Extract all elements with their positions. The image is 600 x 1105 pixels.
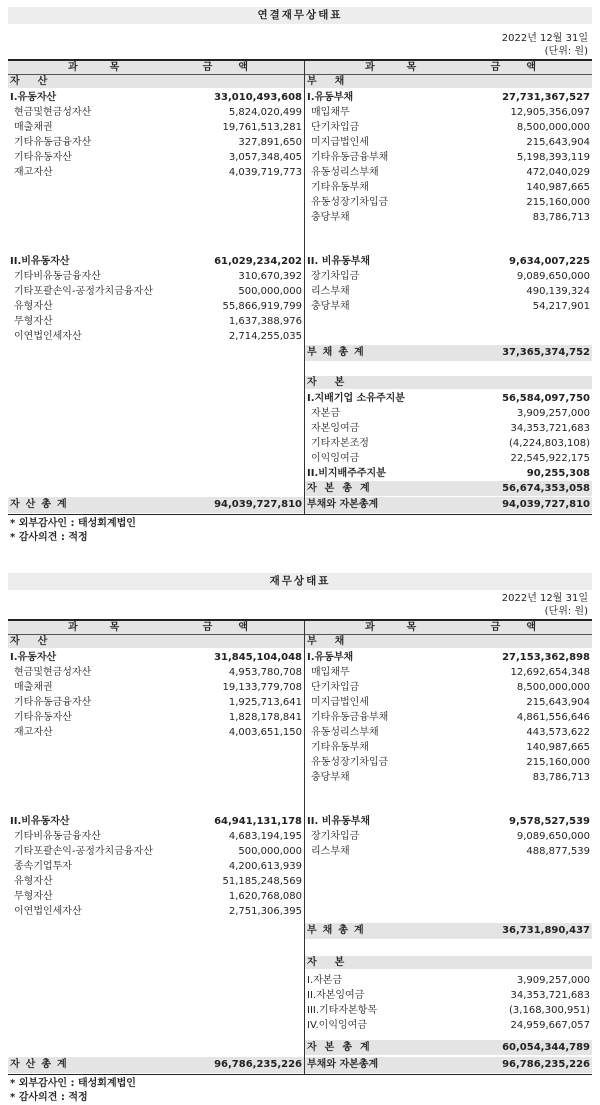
list-item: 종속기업투자 4,200,613,939 [14,861,302,872]
opinion-note: * 감사의견 : 적정 [10,1092,88,1103]
total-liabilities-row: 부채총계 37,365,374,752 [305,345,592,361]
list-item: 이연법인세자산 2,714,255,035 [14,331,302,342]
list-item: 기타유동금융자산 327,891,650 [14,137,302,148]
list-item: 기타비유동금융자산 310,670,392 [14,271,302,282]
list-item: 충당부채 83,786,713 [311,212,590,223]
current-liabilities-row: I.유동부채 27,731,367,527 [307,92,590,103]
total-liab-equity-row: 부채와 자본총계 94,039,727,810 [305,497,592,513]
list-item: 유형자산 55,866,919,799 [14,301,302,312]
list-item: 기타유동자산 1,828,178,841 [14,712,302,723]
list-item: 무형자산 1,637,388,976 [14,316,302,327]
list-item: 매출채권 19,133,779,708 [14,682,302,693]
statement-title: 재무상태표 [8,573,592,590]
noncurrent-liabilities-row: II. 비유동부채 9,634,007,225 [307,256,590,267]
current-assets-row: I.유동자산 31,845,104,048 [10,652,302,663]
statement-unit: (단위: 원) [544,46,588,57]
assets-heading: 자산 [8,635,304,648]
list-item: 기타유동자산 3,057,348,405 [14,152,302,163]
auditor-note: * 외부감사인 : 태성회계법인 [10,1078,136,1089]
list-item: 유동성장기차입금 215,160,000 [311,757,590,768]
assets-heading: 자산 [8,75,304,88]
list-item: 매출채권 19,761,513,281 [14,122,302,133]
list-item: II.자본잉여금 34,353,721,683 [307,990,590,1001]
total-liab-equity-row: 부채와 자본총계 96,786,235,226 [305,1057,592,1073]
list-item: 자본잉여금 34,353,721,683 [311,423,590,434]
total-assets-row: 자산총계 96,786,235,226 [8,1057,304,1073]
balance-table [8,59,592,515]
total-assets-row: 자산총계 94,039,727,810 [8,497,304,513]
liabilities-heading: 부채 [305,75,592,88]
list-item: 자본금 3,909,257,000 [311,408,590,419]
total-equity-row: 자본총계 60,054,344,789 [307,1042,590,1053]
list-item: 기타유동부채 140,987,665 [311,182,590,193]
total-liabilities-row: 부채총계 36,731,890,437 [305,923,592,939]
liabilities-column [305,61,592,514]
list-item: 이익잉여금 22,545,922,175 [311,453,590,464]
column-header: 과목 금액 [305,621,592,635]
equity-heading: 자본 [305,956,592,969]
separate-statement [8,573,592,1105]
list-item: 리스부채 490,139,324 [311,286,590,297]
column-header: 과목 금액 [305,61,592,75]
assets-column [8,61,305,514]
list-item: 유동성리스부채 443,573,622 [311,727,590,738]
noncontrolling-row: II.비지배주주지분 90,255,308 [307,468,590,479]
list-item: 무형자산 1,620,768,080 [14,891,302,902]
list-item: III.기타자본항목 (3,168,300,951) [307,1005,590,1016]
list-item: I.자본금 3,909,257,000 [307,975,590,986]
list-item: 현금및현금성자산 4,953,780,708 [14,667,302,678]
list-item: 유형자산 51,185,248,569 [14,876,302,887]
statement-title: 연결재무상태표 [8,7,592,24]
assets-column [8,621,305,1074]
liabilities-column [305,621,592,1074]
balance-table [8,619,592,1075]
statement-unit: (단위: 원) [544,606,588,617]
list-item: 기타유동금융자산 1,925,713,641 [14,697,302,708]
list-item: 기타포괄손익-공정가치금융자산 500,000,000 [14,286,302,297]
list-item: 기타비유동금융자산 4,683,194,195 [14,831,302,842]
noncurrent-assets-row: II.비유동자산 64,941,131,178 [10,816,302,827]
list-item: 기타유동금융부채 5,198,393,119 [311,152,590,163]
list-item: 기타포괄손익-공정가치금융자산 500,000,000 [14,846,302,857]
current-assets-row: I.유동자산 33,010,493,608 [10,92,302,103]
consolidated-statement [8,7,592,545]
list-item: 재고자산 4,003,651,150 [14,727,302,738]
opinion-note: * 감사의견 : 적정 [10,532,88,543]
list-item: 충당부채 54,217,901 [311,301,590,312]
list-item: 유동성리스부채 472,040,029 [311,167,590,178]
auditor-note: * 외부감사인 : 태성회계법인 [10,518,136,529]
list-item: 유동성장기차입금 215,160,000 [311,197,590,208]
list-item: 장기차입금 9,089,650,000 [311,271,590,282]
column-header: 과목 금액 [8,621,304,635]
list-item: 미지급법인세 215,643,904 [311,137,590,148]
list-item: 기타자본조정 (4,224,803,108) [311,438,590,449]
list-item: 리스부채 488,877,539 [311,846,590,857]
list-item: 재고자산 4,039,719,773 [14,167,302,178]
column-header: 과목 금액 [8,61,304,75]
list-item: 매입채무 12,692,654,348 [311,667,590,678]
list-item: IV.이익잉여금 24,959,667,057 [307,1020,590,1031]
list-item: 현금및현금성자산 5,824,020,499 [14,107,302,118]
list-item: 장기차입금 9,089,650,000 [311,831,590,842]
list-item: 미지급법인세 215,643,904 [311,697,590,708]
list-item: 이연법인세자산 2,751,306,395 [14,906,302,917]
current-liabilities-row: I.유동부채 27,153,362,898 [307,652,590,663]
statement-date: 2022년 12월 31일 [501,33,588,44]
list-item: 기타유동부채 140,987,665 [311,742,590,753]
noncurrent-liabilities-row: II. 비유동부채 9,578,527,539 [307,816,590,827]
equity-heading: 자본 [305,376,592,389]
total-equity-row: 자본총계 56,674,353,058 [307,483,590,494]
parent-equity-row: I.지배기업 소유주지분 56,584,097,750 [307,393,590,404]
statement-date: 2022년 12월 31일 [501,593,588,604]
list-item: 단기차입금 8,500,000,000 [311,122,590,133]
liabilities-heading: 부채 [305,635,592,648]
noncurrent-assets-row: II.비유동자산 61,029,234,202 [10,256,302,267]
list-item: 매입채무 12,905,356,097 [311,107,590,118]
list-item: 기타유동금융부채 4,861,556,646 [311,712,590,723]
list-item: 단기차입금 8,500,000,000 [311,682,590,693]
list-item: 충당부채 83,786,713 [311,772,590,783]
